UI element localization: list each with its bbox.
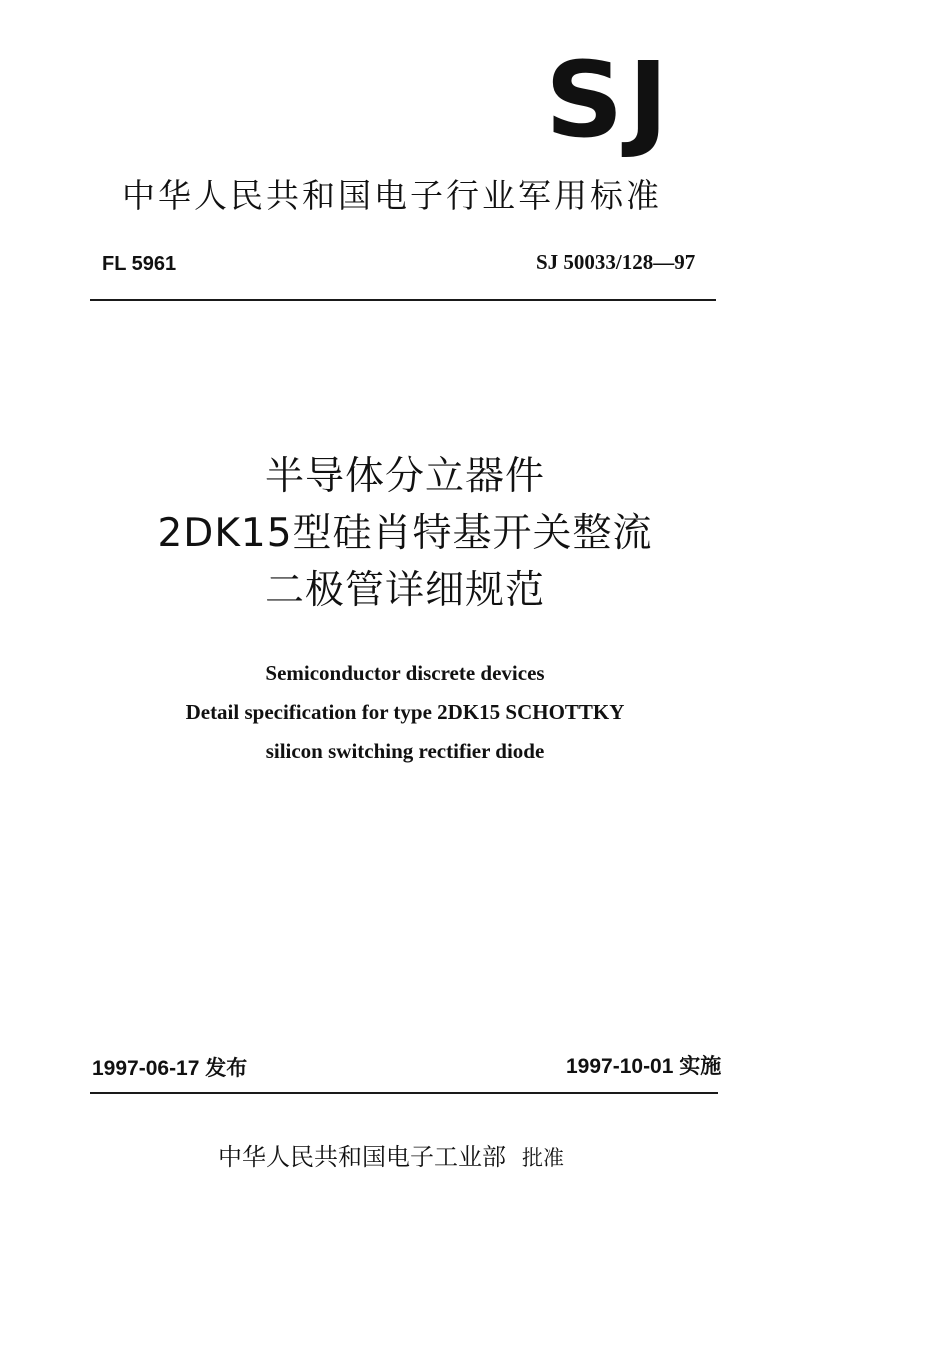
english-title-line-3: silicon switching rectifier diode xyxy=(265,739,545,763)
issue-date: 1997-06-17 发布 xyxy=(92,1057,248,1080)
english-title-line-2: Detail specification for type 2DK15 SCHOTTKY xyxy=(185,700,625,724)
implementation-date: 1997-10-01 实施 xyxy=(566,1055,722,1078)
standard-category-title: 中华人民共和国电子行业军用标准 xyxy=(122,176,662,215)
classification-code: FL 5961 xyxy=(102,253,177,275)
chinese-title xyxy=(140,448,670,619)
approval-word: 批准 xyxy=(522,1146,564,1170)
english-title xyxy=(150,654,660,771)
footer-divider xyxy=(90,1092,718,1094)
standard-number: SJ 50033/128—97 xyxy=(536,250,696,274)
english-title-line-1: Semiconductor discrete devices xyxy=(265,661,545,685)
chinese-title-line-1: 半导体分立器件 xyxy=(264,454,545,499)
approving-body: 中华人民共和国电子工业部 xyxy=(218,1143,506,1171)
sj-logo: SJ xyxy=(545,39,673,161)
header-divider xyxy=(90,299,716,301)
approval-line xyxy=(218,1142,564,1173)
chinese-title-line-3: 二极管详细规范 xyxy=(264,568,545,613)
chinese-title-line-2: 2DK15型硅肖特基开关整流 xyxy=(157,511,653,556)
